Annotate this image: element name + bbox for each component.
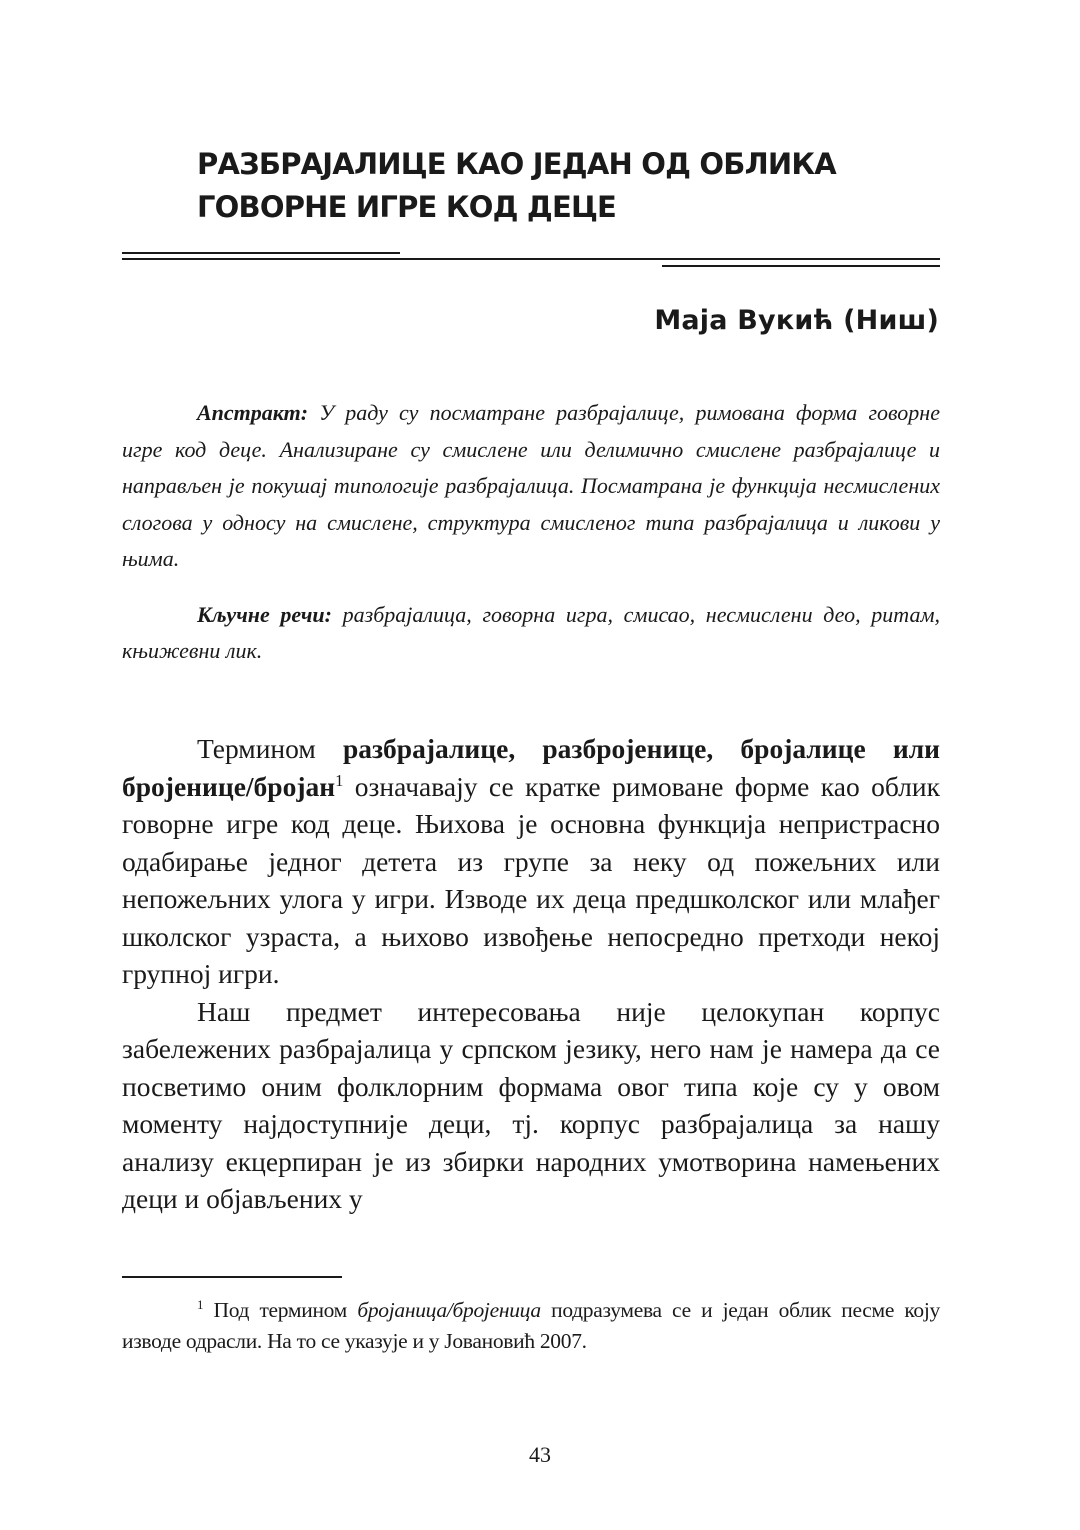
footnote-number: 1	[197, 1297, 204, 1312]
abstract-label: Апстракт:	[197, 400, 309, 425]
title-rule-main	[122, 258, 940, 260]
title-line-1: РАЗБРАЈАЛИЦЕ КАО ЈЕДАН ОД ОБЛИКА	[197, 147, 836, 181]
footnote-italic: бројаница/бројеница	[357, 1298, 541, 1322]
footnote-pre: Под термином	[203, 1298, 358, 1322]
keywords-text: разбрајалица, говорна игра, смисао, несмислени део, ритам, књижевни лик.	[122, 602, 940, 663]
abstract	[122, 395, 940, 578]
abstract-text: У раду су посматране разбрајалице, римована форма говорне игре код деце. Анализиране су смислене или делимично смислене разбрајалице и направљен је покушај типологије разбрајалица. Посматрана је функција несмислених слогова у односу на смислене, структура смисленог типа разбрајалица и ликови у њима.	[122, 400, 940, 571]
body-paragraph-1	[122, 730, 940, 993]
keywords	[122, 597, 940, 669]
p1-start: Термином	[197, 733, 343, 764]
body-paragraph-2: Наш предмет интересовања није целокупан корпус забележених разбрајалица у српском језику, него нам је намера да се посветимо оним фолклорним формама овог типа које су у овом моменту најдоступније деци, тј. корпус разбрајалица за нашу анализу екцерпиран је из збирки народних умотворина намењених деци и објављених у	[122, 995, 940, 1214]
footnote-1	[122, 1295, 940, 1357]
article-title	[197, 143, 957, 229]
title-rule-short-upper	[122, 252, 400, 254]
footnote-post: подразумева се и један облик песме коју изводе одрасли. На то се указује и у Јовановић 2007.	[122, 1298, 941, 1353]
keywords-label: Кључне речи:	[197, 602, 332, 627]
page-number: 43	[529, 1442, 551, 1467]
title-line-2: ГОВОРНЕ ИГРЕ КОД ДЕЦЕ	[197, 190, 617, 224]
terms-bold: разбрајалице, разбројенице, бројалице или бројенице/бројан	[122, 733, 940, 802]
author-name: Маја Вукић (Ниш)	[654, 305, 939, 336]
body-text	[122, 730, 940, 1218]
footnote-separator	[122, 1276, 342, 1278]
p1-rest: означавају се кратке римоване форме као облик говорне игре код деце. Њихова је основна функција непристрасно одабирање једног детета из групе за неку од пожељних или непожељних улога у игри. Изводе их деца предшколског или млађег школског узраста, а њихово извођење непосредно претходи некој групној игри.	[122, 770, 940, 989]
footnote-ref: 1	[335, 770, 344, 790]
title-rule-short-lower	[662, 265, 940, 267]
